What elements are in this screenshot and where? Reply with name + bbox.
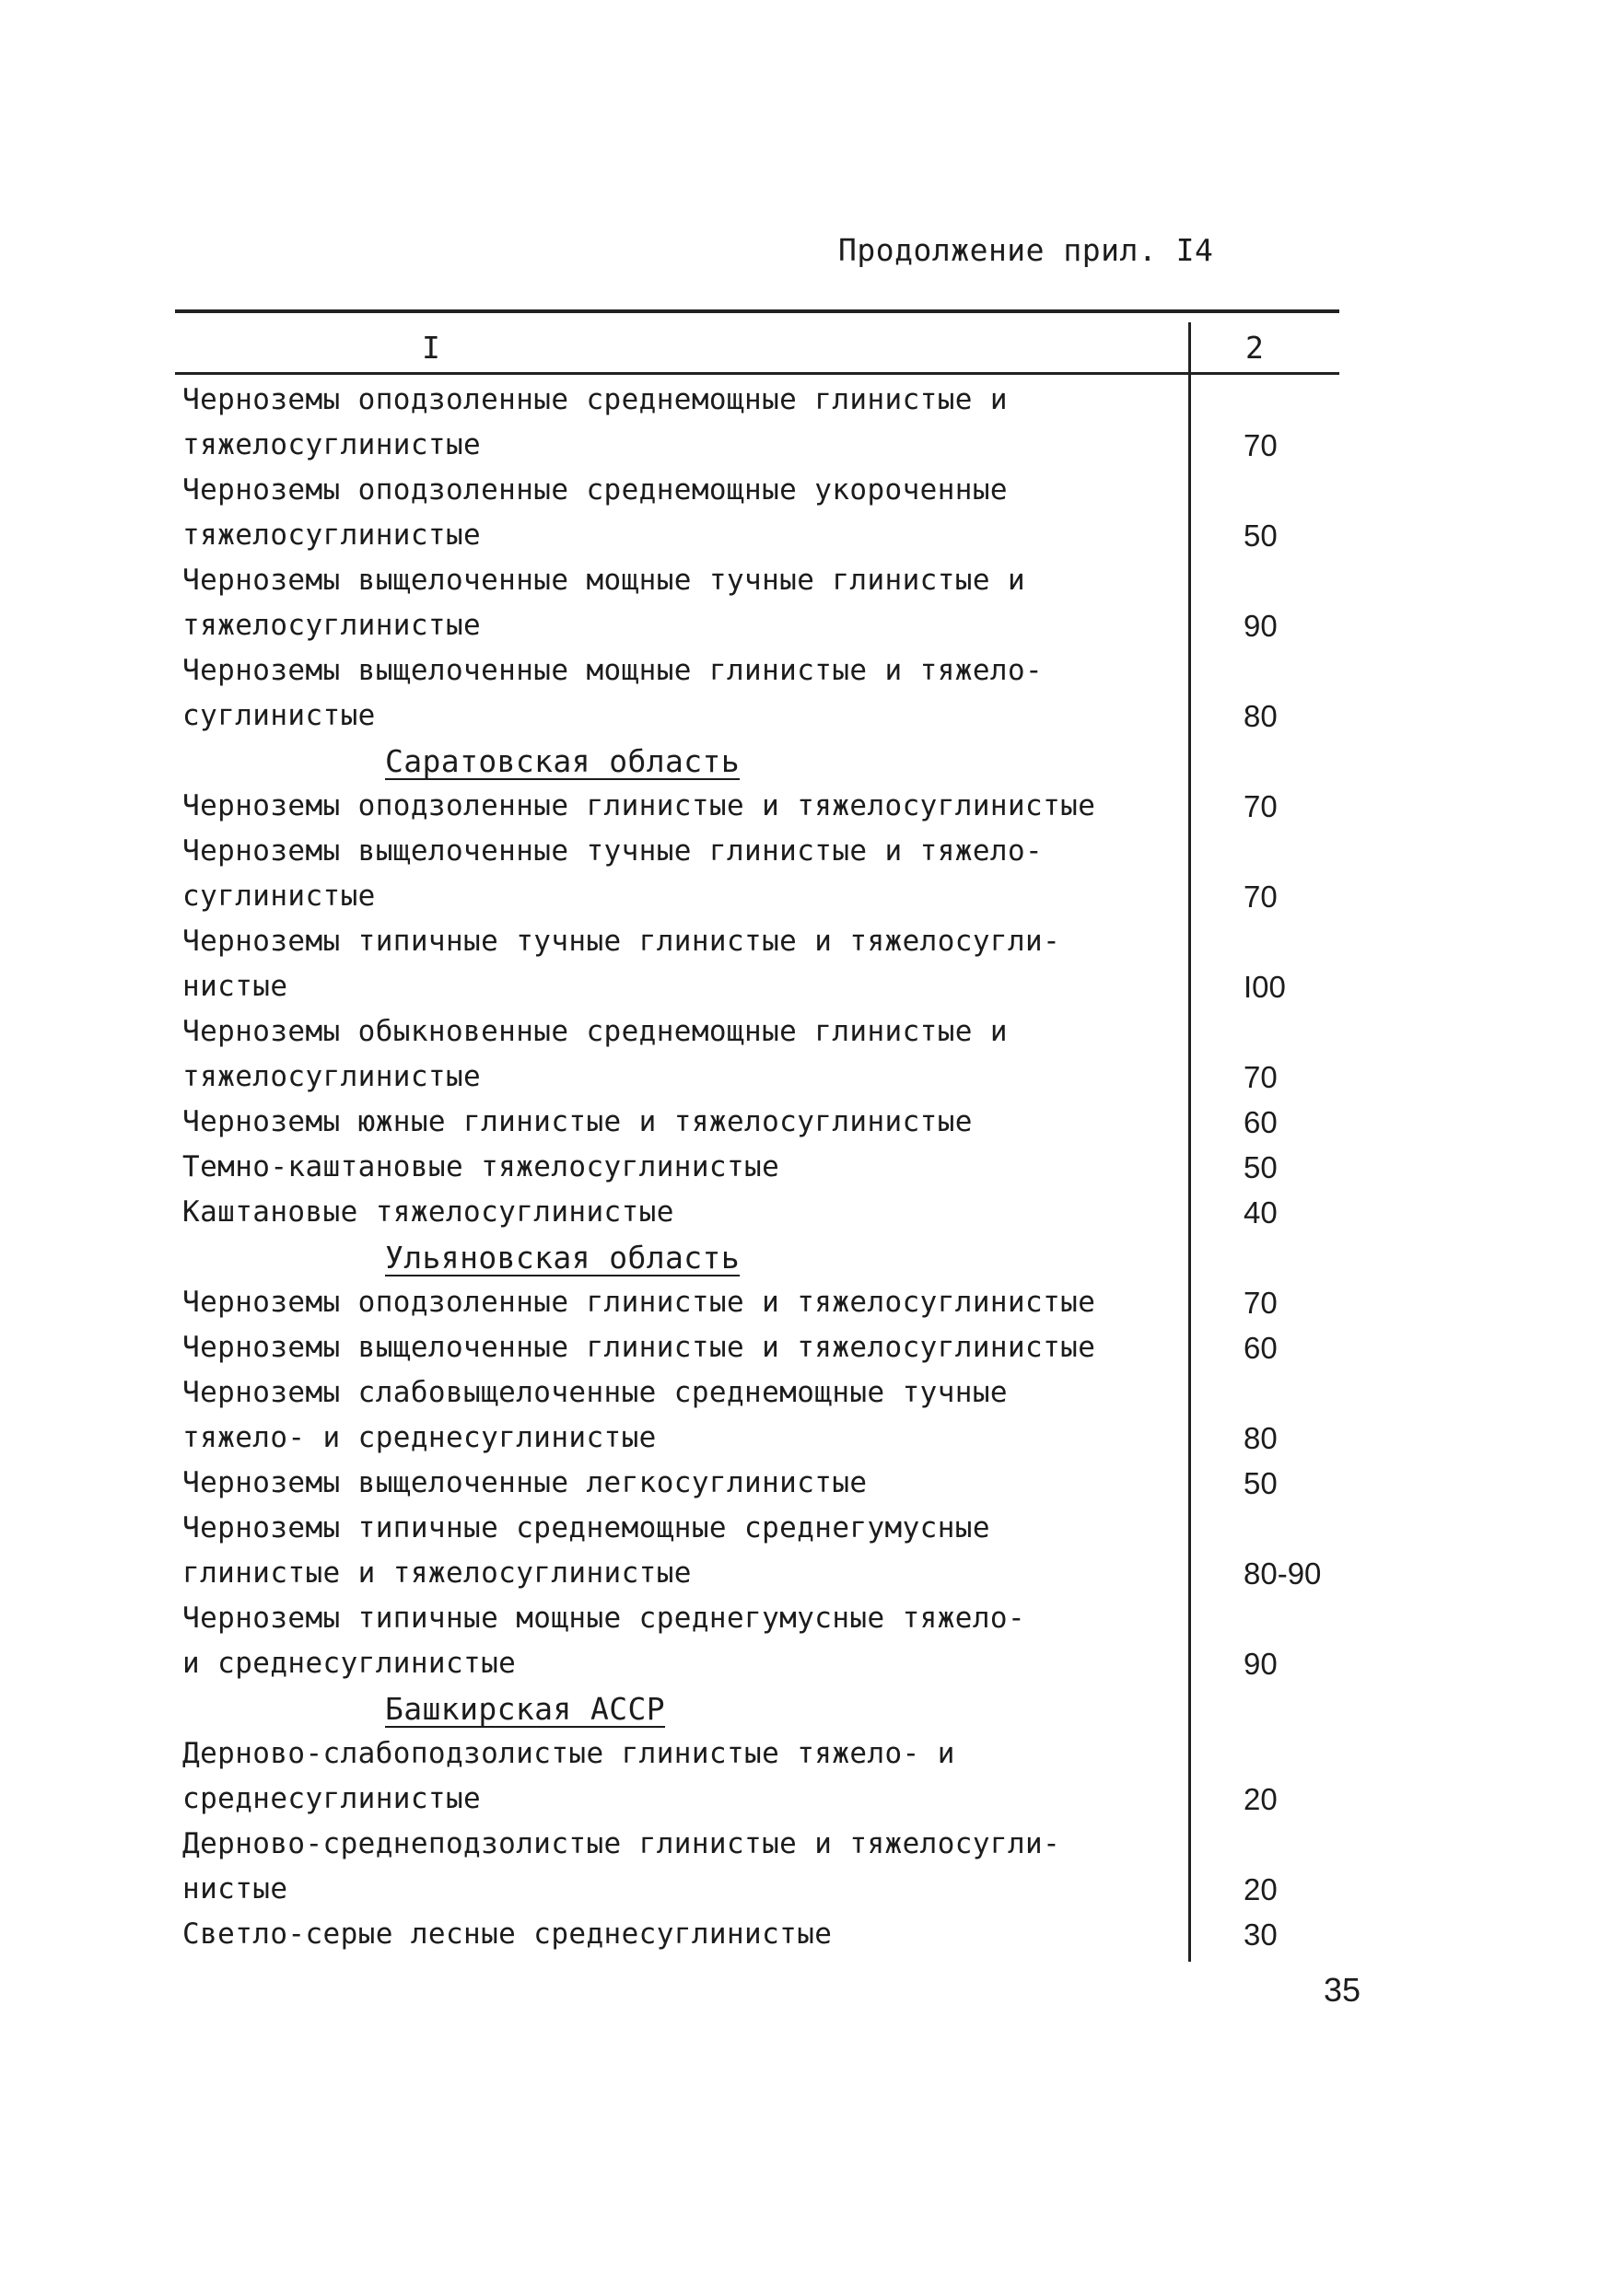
row-text: Черноземы слабовыщелоченные среднемощные тучные (182, 1376, 1008, 1409)
table-row (0, 378, 1600, 423)
row-value: 50 (1244, 519, 1278, 553)
table-row (0, 1867, 1600, 1912)
row-text: тяжелосуглинистые (182, 609, 482, 642)
row-text: Черноземы типичные мощные среднегумусные тяжело- (182, 1602, 1026, 1635)
row-value: 70 (1244, 428, 1278, 462)
row-text: Каштановые тяжелосуглинистые (182, 1195, 674, 1229)
row-value: 90 (1244, 1647, 1278, 1681)
row-value: 60 (1244, 1331, 1278, 1365)
row-text: тяжело- и среднесуглинистые (182, 1421, 657, 1454)
row-value: 70 (1244, 1286, 1278, 1320)
table-row (0, 1912, 1600, 1957)
region-heading (0, 739, 1600, 784)
row-value: 90 (1244, 609, 1278, 643)
table-row (0, 829, 1600, 874)
table-row (0, 784, 1600, 829)
table-row (0, 648, 1600, 693)
row-value: 80 (1244, 1421, 1278, 1455)
row-text: Черноземы оподзоленные среднемощные глинистые и (182, 383, 1008, 416)
table-row (0, 1596, 1600, 1641)
table-row (0, 874, 1600, 919)
row-text: и среднесуглинистые (182, 1647, 517, 1680)
row-text: суглинистые (182, 880, 376, 913)
row-text: Черноземы типичные тучные глинистые и тяжелосугли- (182, 925, 1061, 958)
row-value: 70 (1244, 789, 1278, 823)
column-1-header: I (422, 330, 440, 366)
region-title: Саратовская область (385, 743, 741, 779)
row-text: Черноземы оподзоленные глинистые и тяжелосуглинистые (182, 1286, 1096, 1319)
table-row (0, 1822, 1600, 1867)
row-text: Черноземы оподзоленные глинистые и тяжелосуглинистые (182, 789, 1096, 822)
table-row (0, 919, 1600, 964)
row-text: нистые (182, 970, 288, 1003)
row-value: 60 (1244, 1105, 1278, 1139)
table-row (0, 1280, 1600, 1325)
region-heading (0, 1686, 1600, 1731)
row-text: Черноземы выщелоченные тучные глинистые и тяжело- (182, 834, 1044, 868)
table-row (0, 1641, 1600, 1686)
table-row (0, 1145, 1600, 1190)
region-heading (0, 1235, 1600, 1280)
table-row (0, 1551, 1600, 1596)
row-value: 20 (1244, 1782, 1278, 1816)
row-value: 30 (1244, 1917, 1278, 1952)
table-row (0, 1009, 1600, 1055)
row-text: Черноземы выщелоченные мощные тучные глинистые и (182, 564, 1026, 597)
row-text: тяжелосуглинистые (182, 1060, 482, 1093)
region-title: Башкирская АССР (385, 1691, 666, 1727)
table-row (0, 558, 1600, 603)
table-row (0, 423, 1600, 468)
row-text: Светло-серые лесные среднесуглинистые (182, 1917, 833, 1951)
row-text: суглинистые (182, 699, 376, 732)
row-text: Черноземы оподзоленные среднемощные укороченные (182, 473, 1008, 507)
row-text: Черноземы обыкновенные среднемощные глинистые и (182, 1015, 1008, 1048)
continuation-label: Продолжение прил. I4 (838, 232, 1214, 268)
table-row (0, 1100, 1600, 1145)
row-value: 70 (1244, 1060, 1278, 1094)
row-text: среднесуглинистые (182, 1782, 482, 1815)
row-text: Дерново-среднеподзолистые глинистые и тяжелосугли- (182, 1827, 1061, 1860)
row-text: тяжелосуглинистые (182, 519, 482, 552)
table-row (0, 513, 1600, 558)
row-value: 20 (1244, 1872, 1278, 1906)
row-text: Черноземы выщелоченные легкосуглинистые (182, 1466, 868, 1499)
row-value: 50 (1244, 1466, 1278, 1500)
row-text: нистые (182, 1872, 288, 1906)
table-row (0, 693, 1600, 739)
table-row (0, 1731, 1600, 1777)
table-row (0, 964, 1600, 1009)
row-text: Черноземы южные глинистые и тяжелосуглинистые (182, 1105, 973, 1138)
row-value: I00 (1244, 970, 1286, 1004)
row-value: 40 (1244, 1195, 1278, 1230)
region-title: Ульяновская область (385, 1240, 741, 1276)
table-row (0, 1506, 1600, 1551)
table-row (0, 1055, 1600, 1100)
row-text: Темно-каштановые тяжелосуглинистые (182, 1150, 780, 1183)
page-number: 35 (1324, 1971, 1361, 2009)
row-value: 80-90 (1244, 1556, 1322, 1591)
table-row (0, 1416, 1600, 1461)
row-text: Дерново-слабоподзолистые глинистые тяжело- и (182, 1737, 955, 1770)
row-text: тяжелосуглинистые (182, 428, 482, 461)
row-value: 70 (1244, 880, 1278, 914)
row-value: 50 (1244, 1150, 1278, 1184)
column-2-header: 2 (1245, 330, 1264, 366)
row-text: глинистые и тяжелосуглинистые (182, 1556, 692, 1590)
row-text: Черноземы выщелоченные глинистые и тяжелосуглинистые (182, 1331, 1096, 1364)
table-top-rule (175, 309, 1339, 313)
table-row (0, 1190, 1600, 1235)
table-row (0, 1370, 1600, 1416)
table-row (0, 468, 1600, 513)
row-value: 80 (1244, 699, 1278, 733)
table-row (0, 1777, 1600, 1822)
row-text: Черноземы выщелоченные мощные глинистые и тяжело- (182, 654, 1044, 687)
table-row (0, 1461, 1600, 1506)
table-row (0, 1325, 1600, 1370)
table-row (0, 603, 1600, 648)
row-text: Черноземы типичные среднемощные среднегумусные (182, 1511, 990, 1544)
table-header-rule (175, 372, 1339, 375)
